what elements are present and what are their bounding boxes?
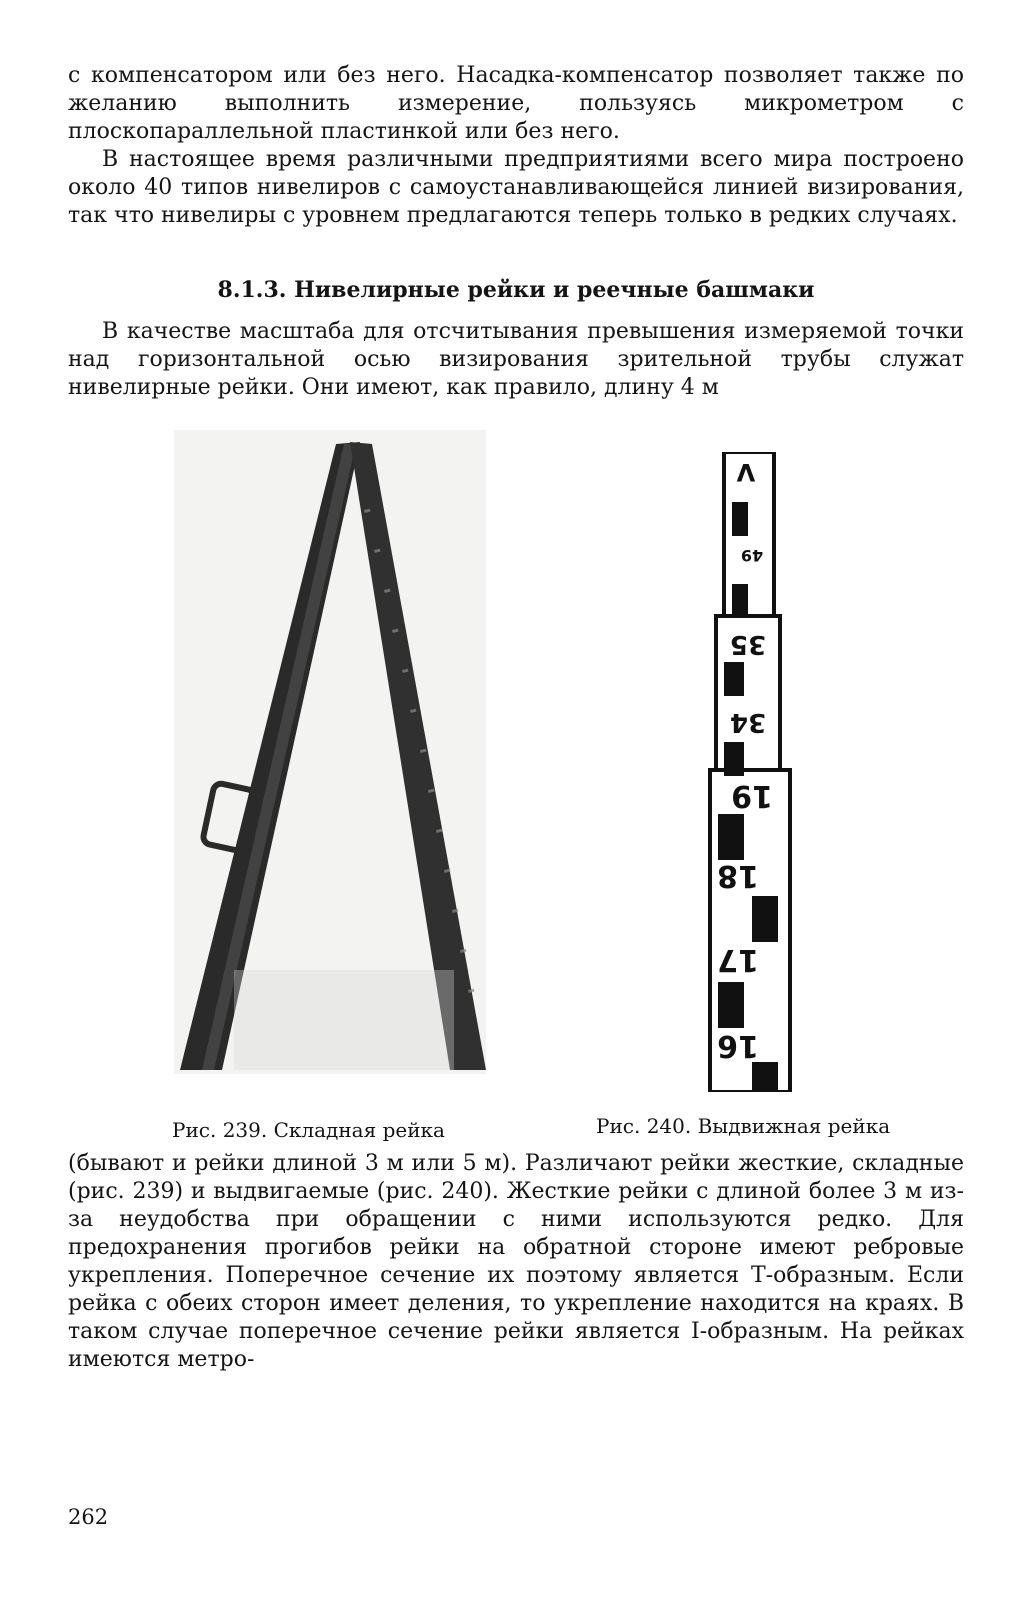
paragraph-levels: В настоящее время различными предприятиями всего мира построено около 40 типов нивелиров с самоустанавливающейся линией визирования, так что нивелиры с уровнем предлагаются теперь только в редких случаях. xyxy=(68,147,964,228)
staff-label-v: V xyxy=(736,458,756,486)
staff-label-49: 49 xyxy=(740,546,764,565)
staff-label-17: 17 xyxy=(717,942,759,977)
staff-label-16: 16 xyxy=(717,1028,759,1063)
telescopic-staff-image xyxy=(708,452,808,1092)
staff-label-19: 19 xyxy=(731,778,773,813)
paragraph-intro: В качестве масштаба для отсчитывания превышения измеряемой точки над горизонтальной осью визирования зрительной трубы служат нивелирные рейки. Они имеют, как правило, длину 4 м xyxy=(68,319,964,400)
paragraph-staff-types: (бывают и рейки длиной 3 м или 5 м). Различают рейки жесткие, складные (рис. 239) и выдвигаемые (рис. 240). Жесткие рейки с длиной более 3 м из-за неудобства при обращении с ними используются редко. Для предохранения прогибов рейки на обратной стороне имеют ребровые укрепления. Поперечное сечение их поэтому является Т-образным. Если рейка с обеих сторон имеет деления, то укрепление находится на краях. В таком случае поперечное сечение рейки является I-образным. На рейках имеются метро- xyxy=(68,1151,964,1372)
section-heading: 8.1.3. Нивелирные рейки и реечные башмаки xyxy=(217,277,815,303)
staff-label-18: 18 xyxy=(717,858,759,893)
staff-label-34: 34 xyxy=(729,707,767,737)
caption-fig239: Рис. 239. Складная рейка xyxy=(172,1118,445,1142)
page-number: 262 xyxy=(68,1505,109,1529)
paragraph-continuation: с компенсатором или без него. Насадка-компенсатор позволяет также по желанию выполнить измерение, пользуясь микрометром с плоскопараллельной пластинкой или без него. xyxy=(68,63,964,144)
figures-block xyxy=(68,430,964,1150)
folding-staff-image xyxy=(174,430,486,1074)
caption-fig240: Рис. 240. Выдвижная рейка xyxy=(596,1114,891,1138)
page-body xyxy=(68,62,964,1374)
staff-label-35: 35 xyxy=(729,629,767,659)
